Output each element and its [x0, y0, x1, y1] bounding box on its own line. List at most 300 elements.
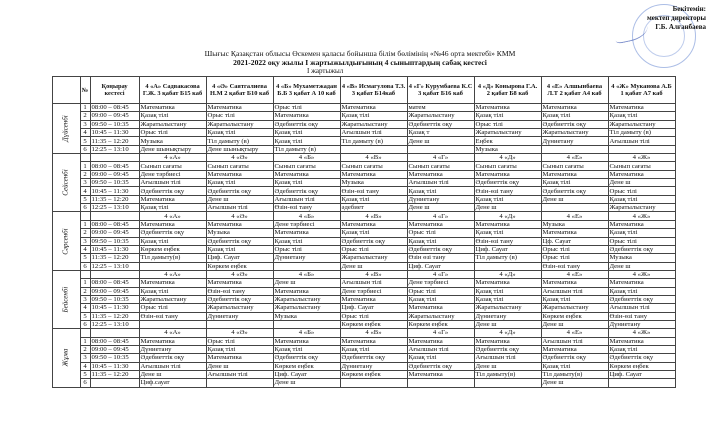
lesson-cell: Әдебиеттік оқу	[139, 187, 206, 195]
lesson-cell: Қазақ тілі	[407, 187, 474, 195]
lesson-cell: Көркем еңбек	[273, 362, 340, 370]
lesson-time: 08:00 – 08:45	[90, 162, 139, 170]
lesson-cell: Сынып сағаты	[139, 162, 206, 170]
lesson-cell: Дене ш	[474, 320, 541, 328]
lesson-cell: Өзін-өзі тану	[139, 312, 206, 320]
lesson-cell: Дүниетану	[608, 320, 675, 328]
lesson-cell: Дене ш	[407, 137, 474, 145]
lesson-cell: Ағылшын тілі	[206, 371, 273, 379]
lesson-cell: Орыс тілі	[474, 120, 541, 128]
day-header	[53, 77, 81, 104]
lesson-number: 4	[80, 245, 90, 253]
lesson-cell: Орыс тілі	[139, 304, 206, 312]
table-row	[53, 120, 676, 128]
lesson-time: 09:50 – 10:35	[90, 354, 139, 362]
lesson-cell: Жаратылыстану	[541, 304, 608, 312]
lesson-cell: Дене ш	[206, 195, 273, 203]
lesson-cell: Көркем еңбек	[340, 320, 407, 328]
lesson-cell: Еңбек	[474, 137, 541, 145]
lesson-cell: әдебиет	[340, 204, 407, 212]
lesson-cell: Қазақ тілі	[541, 112, 608, 120]
section-class-label: 4 «Ж»	[608, 270, 675, 278]
lesson-cell: Жаратылыстану	[541, 129, 608, 137]
section-class-label: 4 «Б»	[273, 212, 340, 220]
lesson-number: 3	[80, 179, 90, 187]
lesson-number: 3	[80, 120, 90, 128]
lesson-cell: Математика	[139, 195, 206, 203]
lesson-cell: Қазақ тілі	[474, 195, 541, 203]
lesson-cell: Математика	[273, 229, 340, 237]
lesson-cell: Ағылшын тілі	[340, 279, 407, 287]
section-class-label: 4 «Д»	[474, 212, 541, 220]
lesson-number: 6	[80, 204, 90, 212]
lesson-cell: Математика	[139, 104, 206, 112]
class-header-4v: 4 «В» Исмагулова Т.З. 3 қабат Б14каб	[340, 77, 407, 104]
lesson-cell: Циф. Сауат	[608, 371, 675, 379]
lesson-cell: Орыс тілі	[273, 245, 340, 253]
lesson-cell: Қазақ тілі	[273, 237, 340, 245]
table-row	[53, 254, 676, 262]
lesson-time: 09:00 – 09:45	[90, 170, 139, 178]
lesson-number: 5	[80, 312, 90, 320]
class-section-row	[53, 270, 676, 278]
lesson-cell: Жаратылыстану	[407, 112, 474, 120]
section-class-label: 4 «Ә»	[206, 329, 273, 337]
lesson-cell: Математика	[340, 220, 407, 228]
schedule-body	[53, 104, 676, 388]
lesson-cell: Тіл дамыту(в)	[541, 371, 608, 379]
class-header-4g: 4 «Г» Курумбаева К.С 3 қабат Б16 каб	[407, 77, 474, 104]
lesson-cell: Математика	[206, 104, 273, 112]
lesson-cell: Математика	[407, 337, 474, 345]
lesson-cell: Жаратылыстану	[139, 120, 206, 128]
lesson-cell: Әдебиеттік оқу	[608, 295, 675, 303]
lesson-cell: Сынып сағаты	[206, 162, 273, 170]
lesson-cell: Орыс тілі	[340, 312, 407, 320]
lesson-number: 6	[80, 262, 90, 270]
lesson-cell: Тіл дамыту (в)	[273, 145, 340, 153]
lesson-cell: Қазақ тілі	[206, 179, 273, 187]
lesson-cell: Қазақ тілі	[273, 179, 340, 187]
lesson-cell: Дене шынықтыру	[139, 145, 206, 153]
lesson-number: 5	[80, 195, 90, 203]
lesson-cell: Әдебиеттік оқу	[206, 295, 273, 303]
table-row	[53, 237, 676, 245]
lesson-time: 11:35 – 12:20	[90, 195, 139, 203]
lesson-cell: Орыс тілі	[608, 237, 675, 245]
lesson-cell: Көркем еңбек	[139, 245, 206, 253]
lesson-cell: Көркем еңбек	[340, 371, 407, 379]
section-class-label: 4 «А»	[139, 329, 206, 337]
section-class-label: 4 «Б»	[273, 270, 340, 278]
lesson-time: 09:50 – 10:35	[90, 237, 139, 245]
section-spacer	[80, 329, 90, 337]
section-class-label: 4 «Е»	[541, 212, 608, 220]
lesson-cell: Дүниетану	[541, 137, 608, 145]
lesson-number: 4	[80, 187, 90, 195]
section-class-label: 4 «Д»	[474, 154, 541, 162]
lesson-cell: Әдебиеттік оқу	[541, 120, 608, 128]
lesson-cell: Өзін-өзі тану	[608, 312, 675, 320]
lesson-cell: Тіл дамыту (в)	[206, 137, 273, 145]
lesson-time: 09:00 – 09:45	[90, 112, 139, 120]
lesson-cell: Орыс тілі	[407, 287, 474, 295]
lesson-cell: Музыка	[139, 137, 206, 145]
lesson-cell: Қазақ тілі	[407, 295, 474, 303]
lesson-cell: Қазақ тілі	[139, 237, 206, 245]
lesson-cell: Қазақ тілі	[340, 112, 407, 120]
table-row	[53, 295, 676, 303]
lesson-cell: Қазақ тілі	[273, 137, 340, 145]
lesson-cell: Жаратылыстану	[340, 254, 407, 262]
lesson-time: 12:25 – 13:10	[90, 262, 139, 270]
lesson-cell: Жаратылыстану	[273, 304, 340, 312]
lesson-cell: Математика	[474, 220, 541, 228]
lesson-number: 3	[80, 354, 90, 362]
section-class-label: 4 «В»	[340, 154, 407, 162]
lesson-time: 11:35 – 12:20	[90, 254, 139, 262]
lesson-cell	[206, 320, 273, 328]
lesson-cell: Математика	[541, 170, 608, 178]
num-header: №	[80, 77, 90, 104]
section-class-label: 4 «Е»	[541, 154, 608, 162]
lesson-cell: Өзін-өзі тану	[541, 262, 608, 270]
lesson-number: 5	[80, 137, 90, 145]
section-class-label: 4 «Е»	[541, 270, 608, 278]
lesson-cell: Циф. Сауат	[474, 245, 541, 253]
lesson-time: 11:35 – 12:20	[90, 137, 139, 145]
document-title	[0, 50, 720, 67]
class-section-row	[53, 212, 676, 220]
day-label-cell	[53, 212, 81, 270]
table-row	[53, 112, 676, 120]
lesson-cell: Қазақ тілі	[206, 345, 273, 353]
lesson-cell: Ағылшын тілі	[206, 204, 273, 212]
lesson-cell: Математика	[407, 170, 474, 178]
lesson-cell: Ағылшын тілі	[340, 129, 407, 137]
lesson-cell: Ағылшын тілі	[608, 137, 675, 145]
lesson-cell: Музыка	[541, 220, 608, 228]
lesson-cell: Әдебиеттік оқу	[407, 120, 474, 128]
lesson-cell: Қазақ тілі	[407, 237, 474, 245]
section-spacer	[80, 154, 90, 162]
lesson-cell: Математика	[340, 295, 407, 303]
lesson-cell: Қазақ тілі	[340, 345, 407, 353]
lesson-cell: Циф.сауат	[139, 379, 206, 387]
section-spacer	[80, 270, 90, 278]
lesson-cell: Музыка	[474, 145, 541, 153]
table-row	[53, 304, 676, 312]
lesson-time	[90, 379, 139, 387]
lesson-cell: Дүниетану	[206, 312, 273, 320]
table-row	[53, 362, 676, 370]
lesson-cell: Сынып сағаты	[340, 162, 407, 170]
lesson-cell: Математика	[474, 104, 541, 112]
lesson-cell: Қазақ тілі	[474, 287, 541, 295]
table-row	[53, 195, 676, 203]
lesson-cell: Математика	[139, 220, 206, 228]
lesson-cell: Әдебиеттік оқу	[206, 187, 273, 195]
lesson-cell	[340, 379, 407, 387]
lesson-time: 08:00 – 08:45	[90, 104, 139, 112]
lesson-cell: Қазақ тілі	[474, 229, 541, 237]
lesson-cell: Әдебиеттік оқу	[541, 187, 608, 195]
day-label-cell	[53, 329, 81, 387]
title-school: Шығыс Қазақстан облысы Өскемен қаласы бойынша білім бөлімінің «№46 орта мектебі» КММ	[204, 49, 516, 58]
term-label: І жартыжыл	[307, 67, 344, 75]
table-row	[53, 204, 676, 212]
lesson-cell	[608, 145, 675, 153]
lesson-cell: Математика	[206, 354, 273, 362]
lesson-cell: Математика	[541, 279, 608, 287]
lesson-cell: Дене ш	[206, 362, 273, 370]
table-row	[53, 320, 676, 328]
class-header-4e: 4 «Е» Алшынбаева Л.Т 2 қабат А4 каб	[541, 77, 608, 104]
lesson-cell: Әдебиеттік оқу	[608, 245, 675, 253]
lesson-cell: Цф. Сауат	[541, 237, 608, 245]
lesson-time: 08:00 – 08:45	[90, 337, 139, 345]
lesson-cell	[273, 320, 340, 328]
lesson-cell: Жаратылыстану	[474, 129, 541, 137]
section-class-label: 4 «Г»	[407, 270, 474, 278]
lesson-cell: Қазақ тілі	[608, 112, 675, 120]
lesson-cell: Қазақ тілі	[206, 129, 273, 137]
lesson-cell: Орыс тілі	[139, 129, 206, 137]
section-class-label: 4 «А»	[139, 270, 206, 278]
table-row	[53, 229, 676, 237]
lesson-time: 09:00 – 09:45	[90, 287, 139, 295]
lesson-number: 5	[80, 254, 90, 262]
lesson-cell: Математика	[541, 104, 608, 112]
table-row	[53, 220, 676, 228]
lesson-cell: Дүниетану	[340, 362, 407, 370]
table-row	[53, 312, 676, 320]
lesson-cell: Әдебиеттік оқу	[340, 354, 407, 362]
day-name: Дүйсенбі	[61, 115, 70, 142]
lesson-cell: Орыс тілі	[407, 229, 474, 237]
class-section-row	[53, 154, 676, 162]
lesson-number: 2	[80, 112, 90, 120]
lesson-cell: Қазақ тілі	[139, 204, 206, 212]
lesson-cell: Жаратылыстану	[206, 304, 273, 312]
day-label-cell	[53, 104, 81, 154]
lesson-number: 2	[80, 345, 90, 353]
lesson-cell: Дене ш	[541, 195, 608, 203]
table-header-row	[53, 77, 676, 104]
lesson-cell: Тіл дамыту(в)	[474, 371, 541, 379]
lesson-cell: Орыс тілі	[608, 187, 675, 195]
lesson-cell: Қазақ тілі	[407, 354, 474, 362]
lesson-cell: Математика	[608, 337, 675, 345]
lesson-cell: Әдебиеттік оқу	[407, 245, 474, 253]
lesson-cell: Қазақ тілі	[474, 295, 541, 303]
lesson-cell: Әдебиеттік оқу	[474, 345, 541, 353]
lesson-cell: Қазақ тілі	[541, 179, 608, 187]
lesson-time: 10:45 – 11:30	[90, 187, 139, 195]
lesson-cell: Математика	[273, 170, 340, 178]
lesson-cell: Математика	[407, 371, 474, 379]
lesson-cell: Өзін-өзі тану	[474, 237, 541, 245]
lesson-cell: Дүниетану	[407, 195, 474, 203]
day-name: Сейсенбі	[61, 169, 70, 196]
lesson-cell: Математика	[340, 170, 407, 178]
lesson-cell	[206, 379, 273, 387]
lesson-cell: Қазақ тілі	[340, 195, 407, 203]
lesson-cell: Математика	[139, 279, 206, 287]
lesson-cell: Дене ш	[273, 279, 340, 287]
lesson-cell: Математика	[139, 337, 206, 345]
lesson-cell: Өзін өзі тану	[407, 254, 474, 262]
section-class-label: 4 «Б»	[273, 154, 340, 162]
section-class-label: 4 «Ж»	[608, 329, 675, 337]
lesson-number: 2	[80, 170, 90, 178]
lesson-cell: Әдебиеттік оқу	[273, 187, 340, 195]
table-row	[53, 145, 676, 153]
section-spacer	[90, 270, 139, 278]
lesson-cell: Дүниетану	[273, 254, 340, 262]
lesson-cell: Қазақ тілі	[139, 112, 206, 120]
class-header-4zh: 4 «Ж» Муканова А.Б 1 қабат А7 каб	[608, 77, 675, 104]
lesson-time: 10:45 – 11:30	[90, 245, 139, 253]
title-schedule: 2021-2022 оқу жылы І жартыжылдығының 4 сыныптардың сабақ кестесі	[233, 57, 487, 67]
lesson-cell: Математика	[608, 104, 675, 112]
lesson-cell: Дене ш	[273, 379, 340, 387]
lesson-cell: Жаратылыстану	[139, 295, 206, 303]
lesson-cell	[541, 145, 608, 153]
table-row	[53, 245, 676, 253]
lesson-cell: Жаратылыстану	[474, 304, 541, 312]
class-header-4b: 4 «Б» Мухаметжадан Б.Б 3 қабат А 10 каб	[273, 77, 340, 104]
lesson-cell: Ағылшын тілі	[541, 337, 608, 345]
lesson-cell: Сынып сағаты	[407, 162, 474, 170]
lesson-cell: Математика	[407, 304, 474, 312]
bell-header: Қоңырау кестесі	[90, 77, 139, 104]
lesson-cell: Математика	[273, 287, 340, 295]
lesson-cell	[273, 262, 340, 270]
lesson-cell: Математика	[541, 345, 608, 353]
lesson-cell	[340, 145, 407, 153]
lesson-time: 09:50 – 10:35	[90, 120, 139, 128]
section-class-label: 4 «Ә»	[206, 212, 273, 220]
lesson-cell: Қазақ т	[407, 129, 474, 137]
lesson-cell: Қазақ тілі	[541, 295, 608, 303]
lesson-cell	[407, 145, 474, 153]
lesson-cell: Сынып сағаты	[608, 162, 675, 170]
table-row	[53, 279, 676, 287]
section-class-label: 4 «Г»	[407, 329, 474, 337]
lesson-cell: Циф. Сауат	[206, 254, 273, 262]
lesson-cell: Математика	[206, 220, 273, 228]
lesson-cell: Дене тәрбиесі	[139, 170, 206, 178]
class-header-4d: 4 «Д» Конырова Г.А. 2 қабат Б8 каб	[474, 77, 541, 104]
day-name: Жұма	[61, 349, 70, 367]
lesson-number: 6	[80, 320, 90, 328]
lesson-cell	[407, 379, 474, 387]
lesson-cell: Дене ш	[541, 379, 608, 387]
approval-block	[556, 5, 706, 32]
lesson-cell: Ағылшын тілі	[273, 195, 340, 203]
lesson-time: 09:50 – 10:35	[90, 179, 139, 187]
table-row	[53, 162, 676, 170]
lesson-cell: Музыка	[273, 312, 340, 320]
lesson-cell: Қазақ тілі	[206, 245, 273, 253]
lesson-cell: Сынып сағаты	[273, 162, 340, 170]
lesson-cell: Сынып сағаты	[541, 162, 608, 170]
day-label-cell	[53, 154, 81, 212]
lesson-cell: Дене шынықтыру	[206, 145, 273, 153]
lesson-cell: Әдебиеттік оқу	[273, 354, 340, 362]
lesson-time: 10:45 – 11:30	[90, 362, 139, 370]
lesson-number: 5	[80, 371, 90, 379]
lesson-cell: Қазақ тілі	[608, 345, 675, 353]
lesson-time: 10:45 – 11:30	[90, 129, 139, 137]
lesson-cell: Қазақ тілі	[273, 345, 340, 353]
lesson-cell: Қазақ тілі	[608, 229, 675, 237]
table-row	[53, 179, 676, 187]
lesson-cell: Өзін-өзі тану	[206, 287, 273, 295]
lesson-cell: Өзін-өзі тану	[273, 204, 340, 212]
lesson-cell: Қазақ тілі	[608, 287, 675, 295]
lesson-cell: Қазақ тілі	[541, 362, 608, 370]
lesson-number: 4	[80, 129, 90, 137]
approval-heading: Бекітемін:	[672, 5, 706, 13]
table-row	[53, 187, 676, 195]
lesson-cell: Математика	[407, 220, 474, 228]
lesson-cell: Қазақ тілі	[608, 195, 675, 203]
section-spacer	[90, 329, 139, 337]
table-row	[53, 137, 676, 145]
lesson-cell: Дене ш	[608, 262, 675, 270]
lesson-time: 12:25 – 13:10	[90, 320, 139, 328]
lesson-number: 1	[80, 104, 90, 112]
lesson-number: 6	[80, 379, 90, 387]
section-class-label: 4 «А»	[139, 154, 206, 162]
table-row	[53, 287, 676, 295]
lesson-cell: Тіл дамыту (в)	[608, 129, 675, 137]
lesson-cell	[474, 262, 541, 270]
lesson-cell: Ағылшын тілі	[139, 362, 206, 370]
lesson-cell: Математика	[474, 170, 541, 178]
lesson-cell: Сынып сағаты	[474, 162, 541, 170]
section-spacer	[90, 154, 139, 162]
lesson-cell: Қазақ тілі	[139, 287, 206, 295]
lesson-cell: Жаратылыстану	[608, 204, 675, 212]
lesson-cell: Математика	[340, 337, 407, 345]
table-row	[53, 170, 676, 178]
lesson-cell: Орыс тілі	[206, 112, 273, 120]
lesson-cell: Математика	[206, 170, 273, 178]
table-row	[53, 129, 676, 137]
lesson-number: 4	[80, 362, 90, 370]
lesson-cell: Дене тәрбиесі	[273, 220, 340, 228]
table-row	[53, 345, 676, 353]
section-class-label: 4 «Ә»	[206, 154, 273, 162]
lesson-time: 09:00 – 09:45	[90, 345, 139, 353]
lesson-cell: Музыка	[340, 179, 407, 187]
lesson-cell: Дене ш	[474, 362, 541, 370]
lesson-cell: Дене ш	[608, 179, 675, 187]
lesson-cell: Орыс тілі	[206, 337, 273, 345]
lesson-cell: Әдебиеттік оқу	[407, 362, 474, 370]
lesson-number: 2	[80, 229, 90, 237]
class-header-4a: 4 «А» Садвакасова Г.Ж. 3 қабат Б15 каб	[139, 77, 206, 104]
lesson-cell: Өзін-өзі тану	[474, 187, 541, 195]
lesson-time: 08:00 – 08:45	[90, 220, 139, 228]
lesson-cell	[139, 320, 206, 328]
lesson-cell: Жаратылыстану	[340, 120, 407, 128]
section-spacer	[90, 212, 139, 220]
section-class-label: 4 «А»	[139, 212, 206, 220]
